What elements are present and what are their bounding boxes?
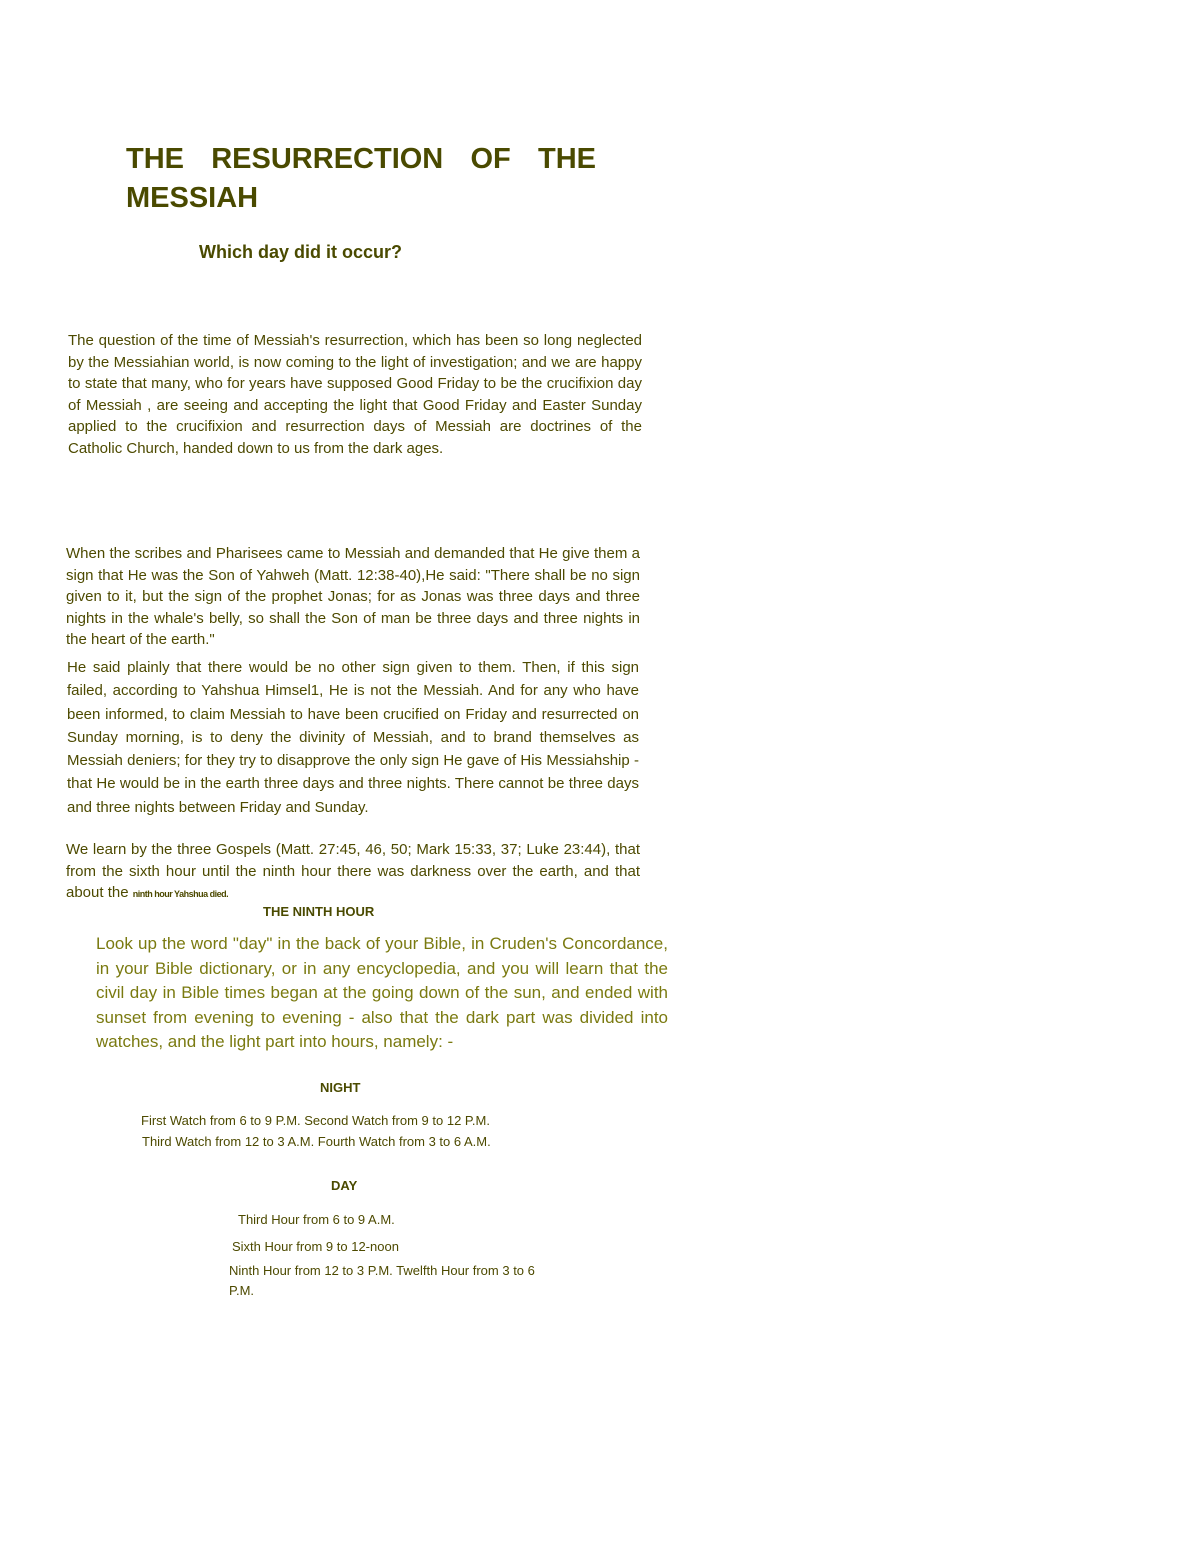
paragraph-only-sign: He said plainly that there would be no other sign given to them. Then, if this sign failed, according to Yahshua Himsel1, He is not the Messiah. And for any who have been informed, to claim Messiah to have been crucified on Friday and resurrected on Sunday morning, is to deny the divinity of Messiah, and to brand themselves as Messiah deniers; for they try to disapprove the only sign He gave of His Messiahship - that He would be in the earth three days and three nights. There cannot be three days and three nights between Friday and Sunday. [67,659,639,816]
section-heading-ninth-hour: THE NINTH HOUR [263,904,375,919]
document-title: THE RESURRECTION OF THE MESSIAH [126,143,596,214]
night-watch-line: Third Watch from 12 to 3 A.M. Fourth Watch from 3 to 6 A.M. [142,1134,491,1149]
section-heading-night: NIGHT [320,1080,361,1095]
paragraph-sign-of-jonas: When the scribes and Pharisees came to Messiah and demanded that He give them a sign that He was the Son of Yahweh (Matt. 12:38-40),He said: "There shall be no sign given to it, but the sign of the prophet Jonas; for as Jonas was three days and three nights in the whale's belly, so shall the Son of man be three days and three nights in the heart of the earth." [66,545,640,648]
document-subtitle: Which day did it occur? [199,242,403,262]
paragraph-three-gospels-text: We learn by the three Gospels (Matt. 27:45, 46, 50; Mark 15:33, 37; Luke 23:44), that from the sixth hour until the ninth hour there was darkness over the earth, and that about the [66,841,640,901]
day-hour-line: Third Hour from 6 to 9 A.M. [238,1212,395,1227]
paragraph-intro: The question of the time of Messiah's resurrection, which has been so long neglected by the Messiahian world, is now coming to the light of investigation; and we are happy to state that many, who for years have supposed Good Friday to be the crucifixion day of Messiah , are seeing and accepting the light that Good Friday and Easter Sunday applied to the crucifixion and resurrection days of Messiah are doctrines of the Catholic Church, handed down to us from the dark ages. [68,332,642,457]
paragraph-civil-day: Look up the word "day" in the back of your Bible, in Cruden's Concordance, in your Bible dictionary, or in any encyclopedia, and you will learn that the civil day in Bible times began at the going down of the sun, and ended with sunset from evening to evening - also that the dark part was divided into watches, and the light part into hours, namely: - [96,934,668,1051]
day-hour-line: Sixth Hour from 9 to 12-noon [232,1239,399,1254]
paragraph-three-gospels-tail: ninth hour Yahshua died. [132,889,229,899]
paragraph-three-gospels [66,839,640,906]
day-hour-line: Ninth Hour from 12 to 3 P.M. Twelfth Hour from 3 to 6 P.M. [229,1263,535,1298]
night-watch-line: First Watch from 6 to 9 P.M. Second Watch from 9 to 12 P.M. [141,1113,490,1128]
section-heading-day: DAY [331,1178,358,1193]
